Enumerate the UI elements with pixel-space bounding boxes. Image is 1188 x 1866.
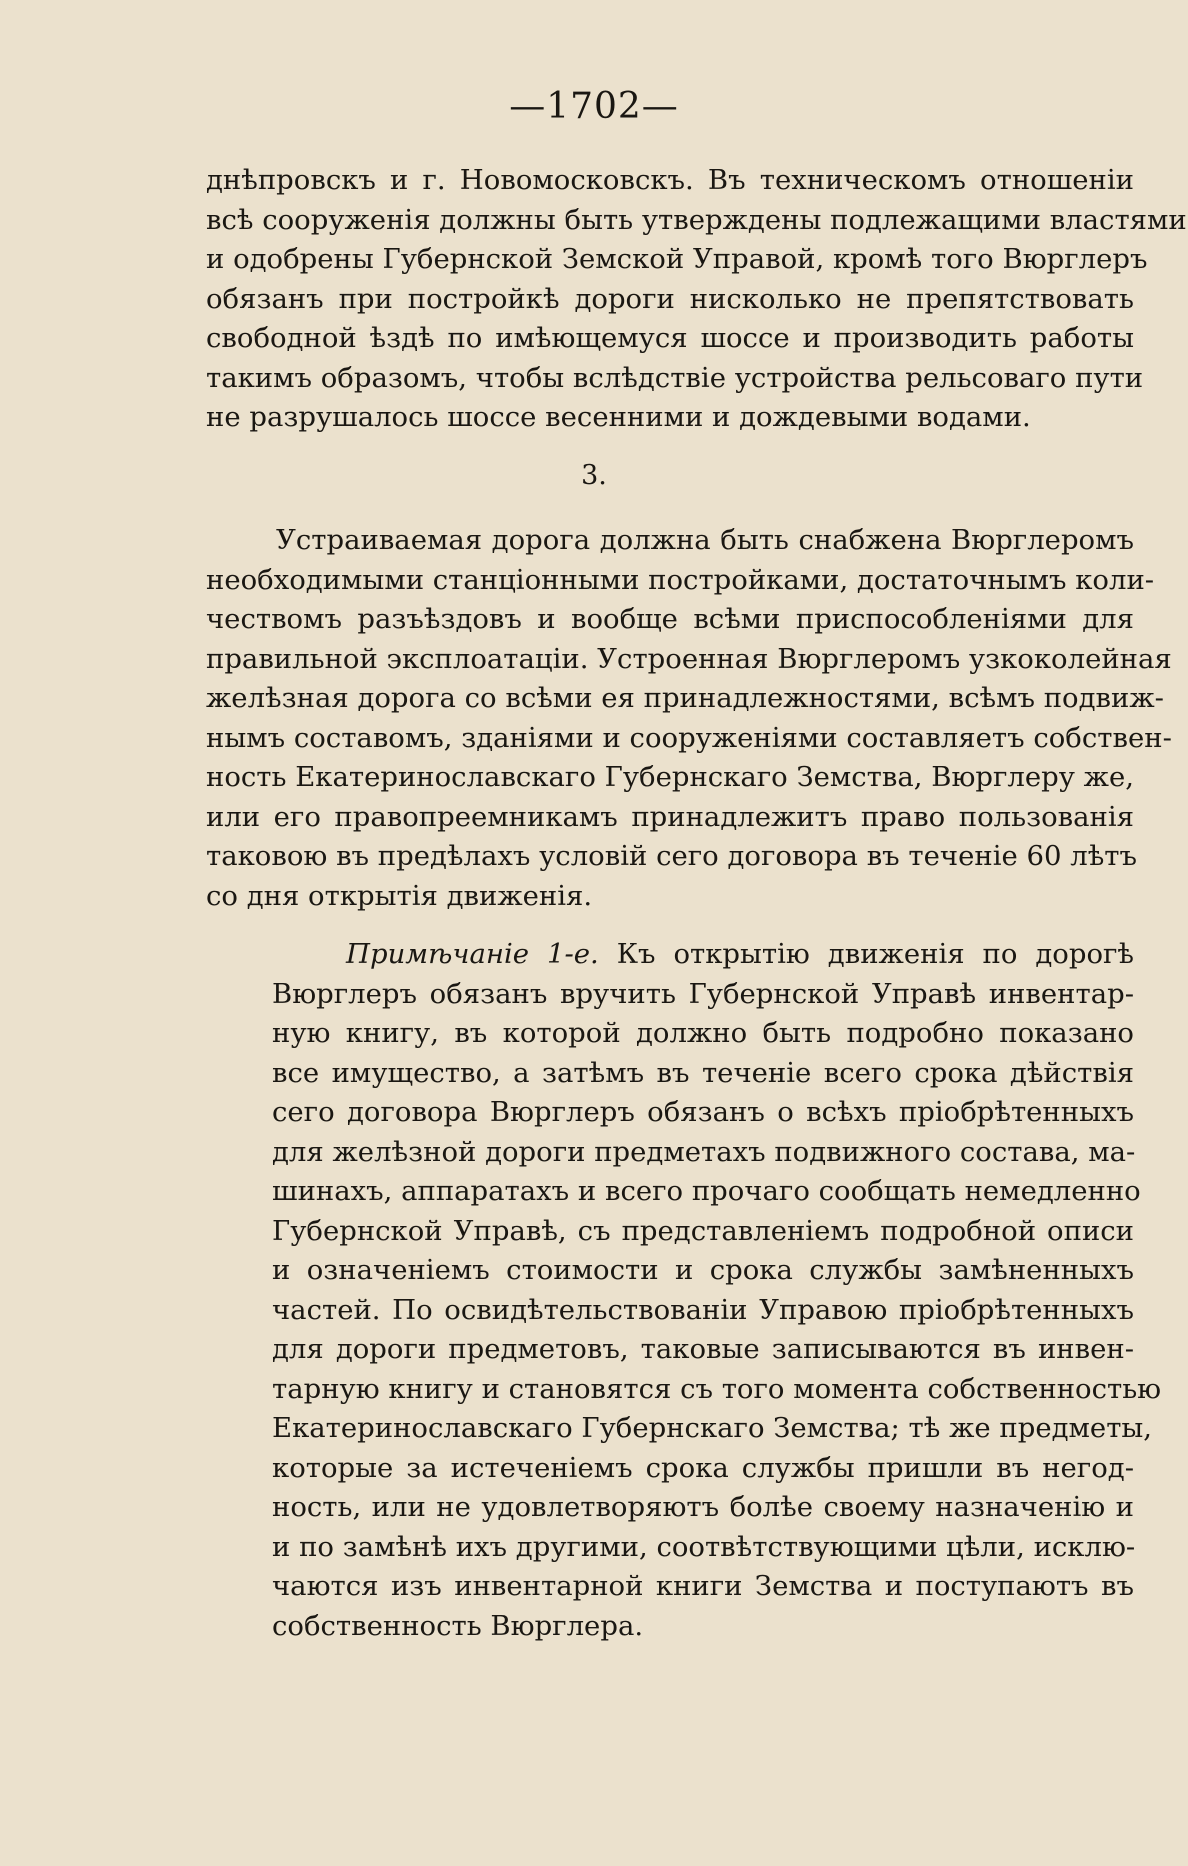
text-line: свободной ѣздѣ по имѣющемуся шоссе и производить работы [206,322,1134,354]
text-line: желѣзная дорога со всѣми ея принадлежностями, всѣмъ подвиж- [206,682,1164,714]
text-line: шинахъ, аппаратахъ и всего прочаго сообщать немедленно [272,1175,1141,1207]
text-line: всѣ сооруженія должны быть утверждены подлежащими властями [206,203,1187,236]
text-line: и означеніемъ стоимости и срока службы замѣненныхъ [272,1254,1134,1286]
text-line: днѣпровскъ и г. Новомосковскъ. Въ техническомъ отношеніи [206,164,1134,196]
text-line: ность Екатеринославскаго Губернскаго Земства, Вюрглеру же, [206,761,1134,793]
text-line: такимъ образомъ, чтобы вслѣдствіе устройства рельсоваго пути [206,361,1144,394]
note-paragraph [272,935,1162,1646]
text-line: правильной эксплоатаціи. Устроенная Вюрглеромъ узкоколейная [206,642,1172,675]
text-line: чествомъ разъѣздовъ и вообще всѣми приспособленіями для [206,603,1134,635]
text-line: не разрушалось шоссе весенними и дождевыми водами. [206,401,1031,433]
text-line: и одобрены Губернской Земской Управой, кромѣ того Вюрглеръ [206,243,1148,275]
text-line: для дороги предметовъ, таковые записываются въ инвен- [272,1333,1134,1365]
note-label: Примѣчаніе 1-е. [346,938,599,970]
section-3-paragraph [206,521,1172,916]
text-line: таковою въ предѣлахъ условій сего договора въ теченіе 60 лѣтъ [206,840,1137,872]
text-line: обязанъ при постройкѣ дороги нисколько не препятствовать [206,282,1134,315]
text-line: сего договора Вюрглеръ обязанъ о всѣхъ пріобрѣтенныхъ [272,1096,1134,1128]
text-line: или его правопреемникамъ принадлежитъ право пользованія [206,800,1134,833]
text-line: тарную книгу и становятся съ того момента собственностью [272,1372,1162,1405]
text-line: которые за истеченіемъ срока службы пришли въ негод- [272,1451,1134,1484]
text-line: чаются изъ инвентарной книги Земства и поступаютъ въ [272,1570,1134,1602]
note-first-line-text: Къ открытію движенія по дорогѣ [616,938,1134,970]
text-line: со дня открытія движенія. [206,879,593,912]
text-line: частей. По освидѣтельствованіи Управою пріобрѣтенныхъ [272,1293,1134,1326]
text-line: Вюрглеръ обязанъ вручить Губернской Управѣ инвентар- [272,977,1134,1010]
text-line: Губернской Управѣ, съ представленіемъ подробной описи [272,1214,1134,1247]
page-number: —1702— [509,86,679,127]
text-line: для желѣзной дороги предметахъ подвижного состава, ма- [272,1135,1136,1168]
text-line: ную книгу, въ которой должно быть подробно показано [272,1017,1134,1049]
text-line: ность, или не удовлетворяютъ болѣе своему назначенію и [272,1491,1134,1523]
section-number: 3. [581,460,607,491]
text-line: Екатеринославскаго Губернскаго Земства; тѣ же предметы, [272,1412,1153,1444]
paragraph-continuation [206,161,1187,438]
text-line: необходимыми станціонными постройками, достаточнымъ коли- [206,563,1155,596]
text-line: нымъ составомъ, зданіями и сооруженіями составляетъ собствен- [206,721,1172,754]
text-line: собственность Вюрглера. [272,1609,644,1642]
text-line: и по замѣнѣ ихъ другими, соотвѣтствующими цѣли, исклю- [272,1530,1136,1563]
note-first-line [272,935,1134,975]
text-line: все имущество, а затѣмъ въ теченіе всего срока дѣйствія [272,1056,1134,1089]
text-line: Устраиваемая дорога должна быть снабжена Вюрглеромъ [276,524,1134,556]
